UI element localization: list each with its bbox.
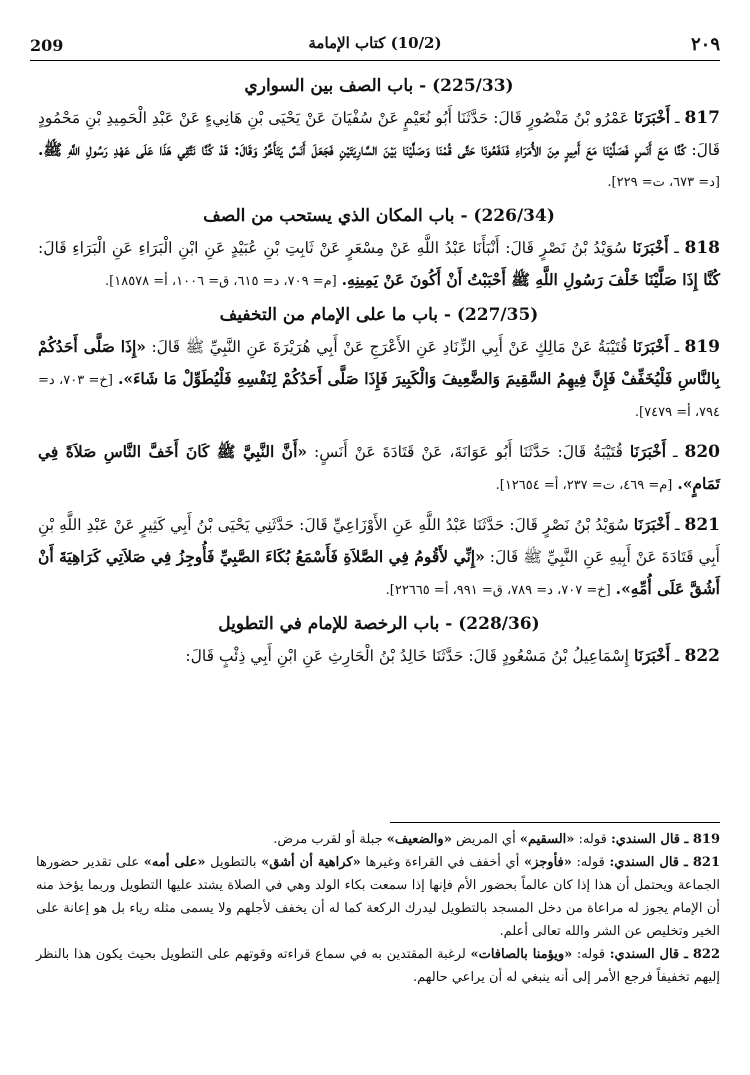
hadith-number: 818	[684, 238, 720, 258]
chapter-heading: (228/36) - باب الرخصة للإمام في التطويل	[218, 614, 540, 634]
chapter-heading: (227/35) - باب ما على الإمام من التخفيف	[219, 305, 539, 325]
hadith-entry: 818 ـ أَخْبَرَنَا سُوَيْدُ بْنُ نَصْرٍ قَالَ: أَنْبَأَنَا عَبْدُ اللَّهِ عَنْ مِسْعَرٍ عَنْ ثَابِتِ بْنِ عُبَيْدٍ عَنِ ابْنِ الْبَرَاءِ عَنِ الْبَرَاءِ قَالَ: كُنَّا إِذَا صَلَّيْنَا خَلْفَ رَسُولِ اللَّهِ ﷺ أَحْبَبْتُ أَنْ أَكُونَ عَنْ يَمِينِهِ. [م= ٧٠٩، د= ٦١٥، ق= ١٠٠٦، أ= ١٨٥٧٨].	[38, 238, 720, 289]
narration-formula: أَخْبَرَنَا	[633, 515, 670, 534]
chapter-heading: (225/33) - باب الصف بين السواري	[244, 76, 514, 96]
footnote-text: على تقدير حضورها الجماعة ويحتمل أن هذا إذا كان عالماً بحضور الأم فإنها إذا سمعت بكاء الولد وهي في الصلاة يشتد عليها التطويل وربما يؤخذ منه أن الإمام يجوز له مراعاة من دخل المسجد بالتطويل ليدرك الركعة كما له أن يخفف لأجلهم ولا يسمى مثله رياء بل هو إعانة على الخير وتخليص عن الشر والله تعالى أعلم.	[36, 855, 720, 939]
isnad-text: سُوَيْدُ بْنُ نَصْرٍ قَالَ: حَدَّثَنَا عَبْدُ اللَّهِ عَنِ الأَوْزَاعِيِّ قَالَ: حَدَّثَنِي يَحْيَى بْنُ أَبِي كَثِيرٍ عَنْ عَبْدِ اللَّهِ بْنِ أَبِي قَتَادَةَ عَنْ أَبِيهِ عَنِ النَّبِيِّ ﷺ قَالَ:	[38, 516, 720, 566]
narration-formula: أَخْبَرَنَا	[632, 238, 669, 257]
narration-formula: أَخْبَرَنَا	[629, 442, 667, 461]
footnote-label: 822 ـ قال السندي:	[609, 947, 720, 962]
narration-formula: أَخْبَرَنَا	[632, 337, 670, 356]
hadith-number: 821	[684, 515, 720, 535]
matn-text: «أَنَّ النَّبِيَّ ﷺ كَانَ أَخَفَّ النَّاسِ صَلاَةً فِي تَمَامٍ».	[38, 442, 720, 493]
footnotes	[36, 828, 720, 989]
footnote-label: 819 ـ قال السندي:	[610, 832, 720, 847]
narration-formula: أَخْبَرَنَا	[633, 108, 671, 127]
hadith-entry: 817 ـ أَخْبَرَنَا عَمْرُو بْنُ مَنْصُورٍ قَالَ: حَدَّثَنَا أَبُو نُعَيْمٍ عَنْ سُفْيَانَ عَنْ يَحْيَى بْنِ هَانِيءٍ عَنْ عَبْدِ الْحَمِيدِ بْنِ مَحْمُودٍ قَالَ: كُنَّا مَعَ أَنَسٍ فَصَلَّيْنَا مَعَ أَمِيرٍ مِنَ الأُمَرَاءِ فَدَفَعُونَا حَتَّى قُمْنَا وَصَلَّيْنَا بَيْنَ السَّارِيَتَيْنِ فَجَعَلَ أَنَسٌ يَتَأَخَّرُ وَقَالَ: قَدْ كُنَّا نَتَّقِي هَذَا عَلَى عَهْدِ رَسُولِ اللَّهِ ﷺ. [د= ٦٧٣، ت= ٢٢٩].	[38, 108, 720, 190]
footnote	[36, 851, 720, 943]
hadith-number: 819	[684, 337, 720, 357]
footnote-label: 821 ـ قال السندي:	[609, 855, 721, 870]
hadith-number: 817	[684, 108, 720, 128]
footnote	[36, 943, 720, 989]
matn-text: كُنَّا مَعَ أَنَسٍ فَصَلَّيْنَا مَعَ أَمِيرٍ مِنَ الأُمَرَاءِ فَدَفَعُونَا حَتَّى قُمْنَا وَصَلَّيْنَا بَيْنَ السَّارِيَتَيْنِ فَجَعَلَ أَنَسٌ يَتَأَخَّرُ وَقَالَ: قَدْ كُنَّا نَتَّقِي هَذَا عَلَى عَهْدِ رَسُولِ اللَّهِ ﷺ.	[38, 140, 686, 159]
hadith-number: 820	[684, 442, 720, 462]
hadith-entry: 819 ـ أَخْبَرَنَا قُتَيْبَةُ عَنْ مَالِكٍ عَنْ أَبِي الزِّنَادِ عَنِ الأَعْرَجِ عَنْ أَبِي هُرَيْرَةَ عَنِ النَّبِيِّ ﷺ قَالَ: «إِذَا صَلَّى أَحَدُكُمْ بِالنَّاسِ فَلْيُخَفِّفْ فَإِنَّ فِيهِمُ السَّقِيمَ وَالضَّعِيفَ وَالْكَبِيرَ فَإِذَا صَلَّى أَحَدُكُمْ لِنَفْسِهِ فَلْيُطَوِّلْ مَا شَاءَ». [خ= ٧٠٣، د= ٧٩٤، أ= ٧٤٧٩].	[38, 337, 720, 420]
footnote-quote: «فأوجز»	[523, 855, 572, 870]
matn-text: كُنَّا إِذَا صَلَّيْنَا خَلْفَ رَسُولِ اللَّهِ ﷺ أَحْبَبْتُ أَنْ أَكُونَ عَنْ يَمِينِهِ.	[341, 270, 720, 289]
isnad-text: إِسْمَاعِيلُ بْنُ مَسْعُودٍ قَالَ: حَدَّثَنَا خَالِدُ بْنُ الْحَارِثِ عَنِ ابْنِ أَبِي ذِئْبٍ قَالَ:	[185, 647, 629, 665]
footnote-quote: «ويؤمنا بالصافات»	[470, 947, 573, 962]
footnote-text: قوله:	[576, 855, 605, 870]
page-number-latin: 209	[30, 36, 64, 55]
hadith-reference: [خ= ٧٠٣، د= ٧٩٤، أ= ٧٤٧٩].	[38, 373, 720, 420]
isnad-text: قُتَيْبَةُ قَالَ: حَدَّثَنَا أَبُو عَوَانَةَ، عَنْ قَتَادَةَ عَنْ أَنَسٍ:	[314, 443, 623, 461]
header-rule	[30, 60, 720, 61]
hadith-number: 822	[684, 646, 720, 666]
footnote-rule	[390, 822, 720, 823]
footnote-text: جبلة أو لقرب مرض.	[273, 832, 383, 847]
footnote-text: قوله:	[576, 947, 606, 962]
hadith-entry: 822 ـ أَخْبَرَنَا إِسْمَاعِيلُ بْنُ مَسْعُودٍ قَالَ: حَدَّثَنَا خَالِدُ بْنُ الْحَارِثِ عَنِ ابْنِ أَبِي ذِئْبٍ قَالَ:	[185, 646, 720, 666]
footnote-text: قوله:	[578, 832, 607, 847]
narration-formula: أَخْبَرَنَا	[633, 646, 671, 665]
hadith-reference: [م= ٤٦٩، ت= ٢٣٧، أ= ١٢٦٥٤].	[495, 478, 673, 493]
matn-text: «إِنِّي لأَقُومُ فِي الصَّلاَةِ فَأَسْمَعُ بُكَاءَ الصَّبِيِّ فَأُوجِزُ فِي صَلاَتِي كَرَاهِيَةَ أَنْ أَشُقَّ عَلَى أُمِّهِ».	[38, 547, 720, 598]
isnad-text: عَمْرُو بْنُ مَنْصُورٍ قَالَ: حَدَّثَنَا أَبُو نُعَيْمٍ عَنْ سُفْيَانَ عَنْ يَحْيَى بْنِ هَانِيءٍ عَنْ عَبْدِ الْحَمِيدِ بْنِ مَحْمُودٍ قَالَ:	[38, 109, 720, 159]
chapter-heading: (226/34) - باب المكان الذي يستحب من الصف	[203, 206, 555, 226]
footnote-text: أي أخفف في القراءة وغيرها	[365, 855, 520, 870]
footnote-quote: «والضعيف»	[386, 832, 452, 847]
hadith-reference: [د= ٦٧٣، ت= ٢٢٩].	[607, 175, 720, 190]
isnad-text: قُتَيْبَةُ عَنْ مَالِكٍ عَنْ أَبِي الزِّنَادِ عَنِ الأَعْرَجِ عَنْ أَبِي هُرَيْرَةَ عَنِ النَّبِيِّ ﷺ قَالَ:	[151, 338, 628, 356]
footnote	[36, 828, 720, 851]
footnote-text: لرغبة المقتدين به في سماع قراءته وقوتهم على التطويل بحيث يكون هذا بالنظر إليهم تخفيفاً فرجع الأمر إلى أنه ينبغي له أن يراعي حالهم.	[36, 947, 720, 985]
hadith-reference: [خ= ٧٠٧، د= ٧٨٩، ق= ٩٩١، أ= ٢٢٦٦٥].	[385, 583, 611, 598]
running-title: (10/2) كتاب الإمامة	[308, 34, 442, 52]
isnad-text: سُوَيْدُ بْنُ نَصْرٍ قَالَ: أَنْبَأَنَا عَبْدُ اللَّهِ عَنْ مِسْعَرٍ عَنْ ثَابِتِ بْنِ عُبَيْدٍ عَنِ ابْنِ الْبَرَاءِ عَنِ الْبَرَاءِ قَالَ:	[38, 239, 627, 257]
hadith-entry: 820 ـ أَخْبَرَنَا قُتَيْبَةُ قَالَ: حَدَّثَنَا أَبُو عَوَانَةَ، عَنْ قَتَادَةَ عَنْ أَنَسٍ: «أَنَّ النَّبِيَّ ﷺ كَانَ أَخَفَّ النَّاسِ صَلاَةً فِي تَمَامٍ». [م= ٤٦٩، ت= ٢٣٧، أ= ١٢٦٥٤].	[38, 442, 720, 493]
footnote-text: أي المريض	[455, 832, 516, 847]
main-text	[38, 68, 720, 680]
footnote-text: بالتطويل	[210, 855, 257, 870]
footnote-quote: «السقيم»	[519, 832, 575, 847]
footnote-quote: «على أمه»	[143, 855, 206, 870]
matn-text: «إِذَا صَلَّى أَحَدُكُمْ بِالنَّاسِ فَلْيُخَفِّفْ فَإِنَّ فِيهِمُ السَّقِيمَ وَالضَّعِيفَ وَالْكَبِيرَ فَإِذَا صَلَّى أَحَدُكُمْ لِنَفْسِهِ فَلْيُطَوِّلْ مَا شَاءَ».	[38, 337, 720, 388]
hadith-entry: 821 ـ أَخْبَرَنَا سُوَيْدُ بْنُ نَصْرٍ قَالَ: حَدَّثَنَا عَبْدُ اللَّهِ عَنِ الأَوْزَاعِيِّ قَالَ: حَدَّثَنِي يَحْيَى بْنُ أَبِي كَثِيرٍ عَنْ عَبْدِ اللَّهِ بْنِ أَبِي قَتَادَةَ عَنْ أَبِيهِ عَنِ النَّبِيِّ ﷺ قَالَ: «إِنِّي لأَقُومُ فِي الصَّلاَةِ فَأَسْمَعُ بُكَاءَ الصَّبِيِّ فَأُوجِزُ فِي صَلاَتِي كَرَاهِيَةَ أَنْ أَشُقَّ عَلَى أُمِّهِ». [خ= ٧٠٧، د= ٧٨٩، ق= ٩٩١، أ= ٢٢٦٦٥].	[38, 515, 720, 598]
footnote-quote: «كراهية أن أشق»	[261, 855, 361, 870]
running-header	[30, 30, 720, 58]
page-number-arabic: ٢٠٩	[690, 34, 720, 55]
hadith-reference: [م= ٧٠٩، د= ٦١٥، ق= ١٠٠٦، أ= ١٨٥٧٨].	[105, 274, 337, 289]
